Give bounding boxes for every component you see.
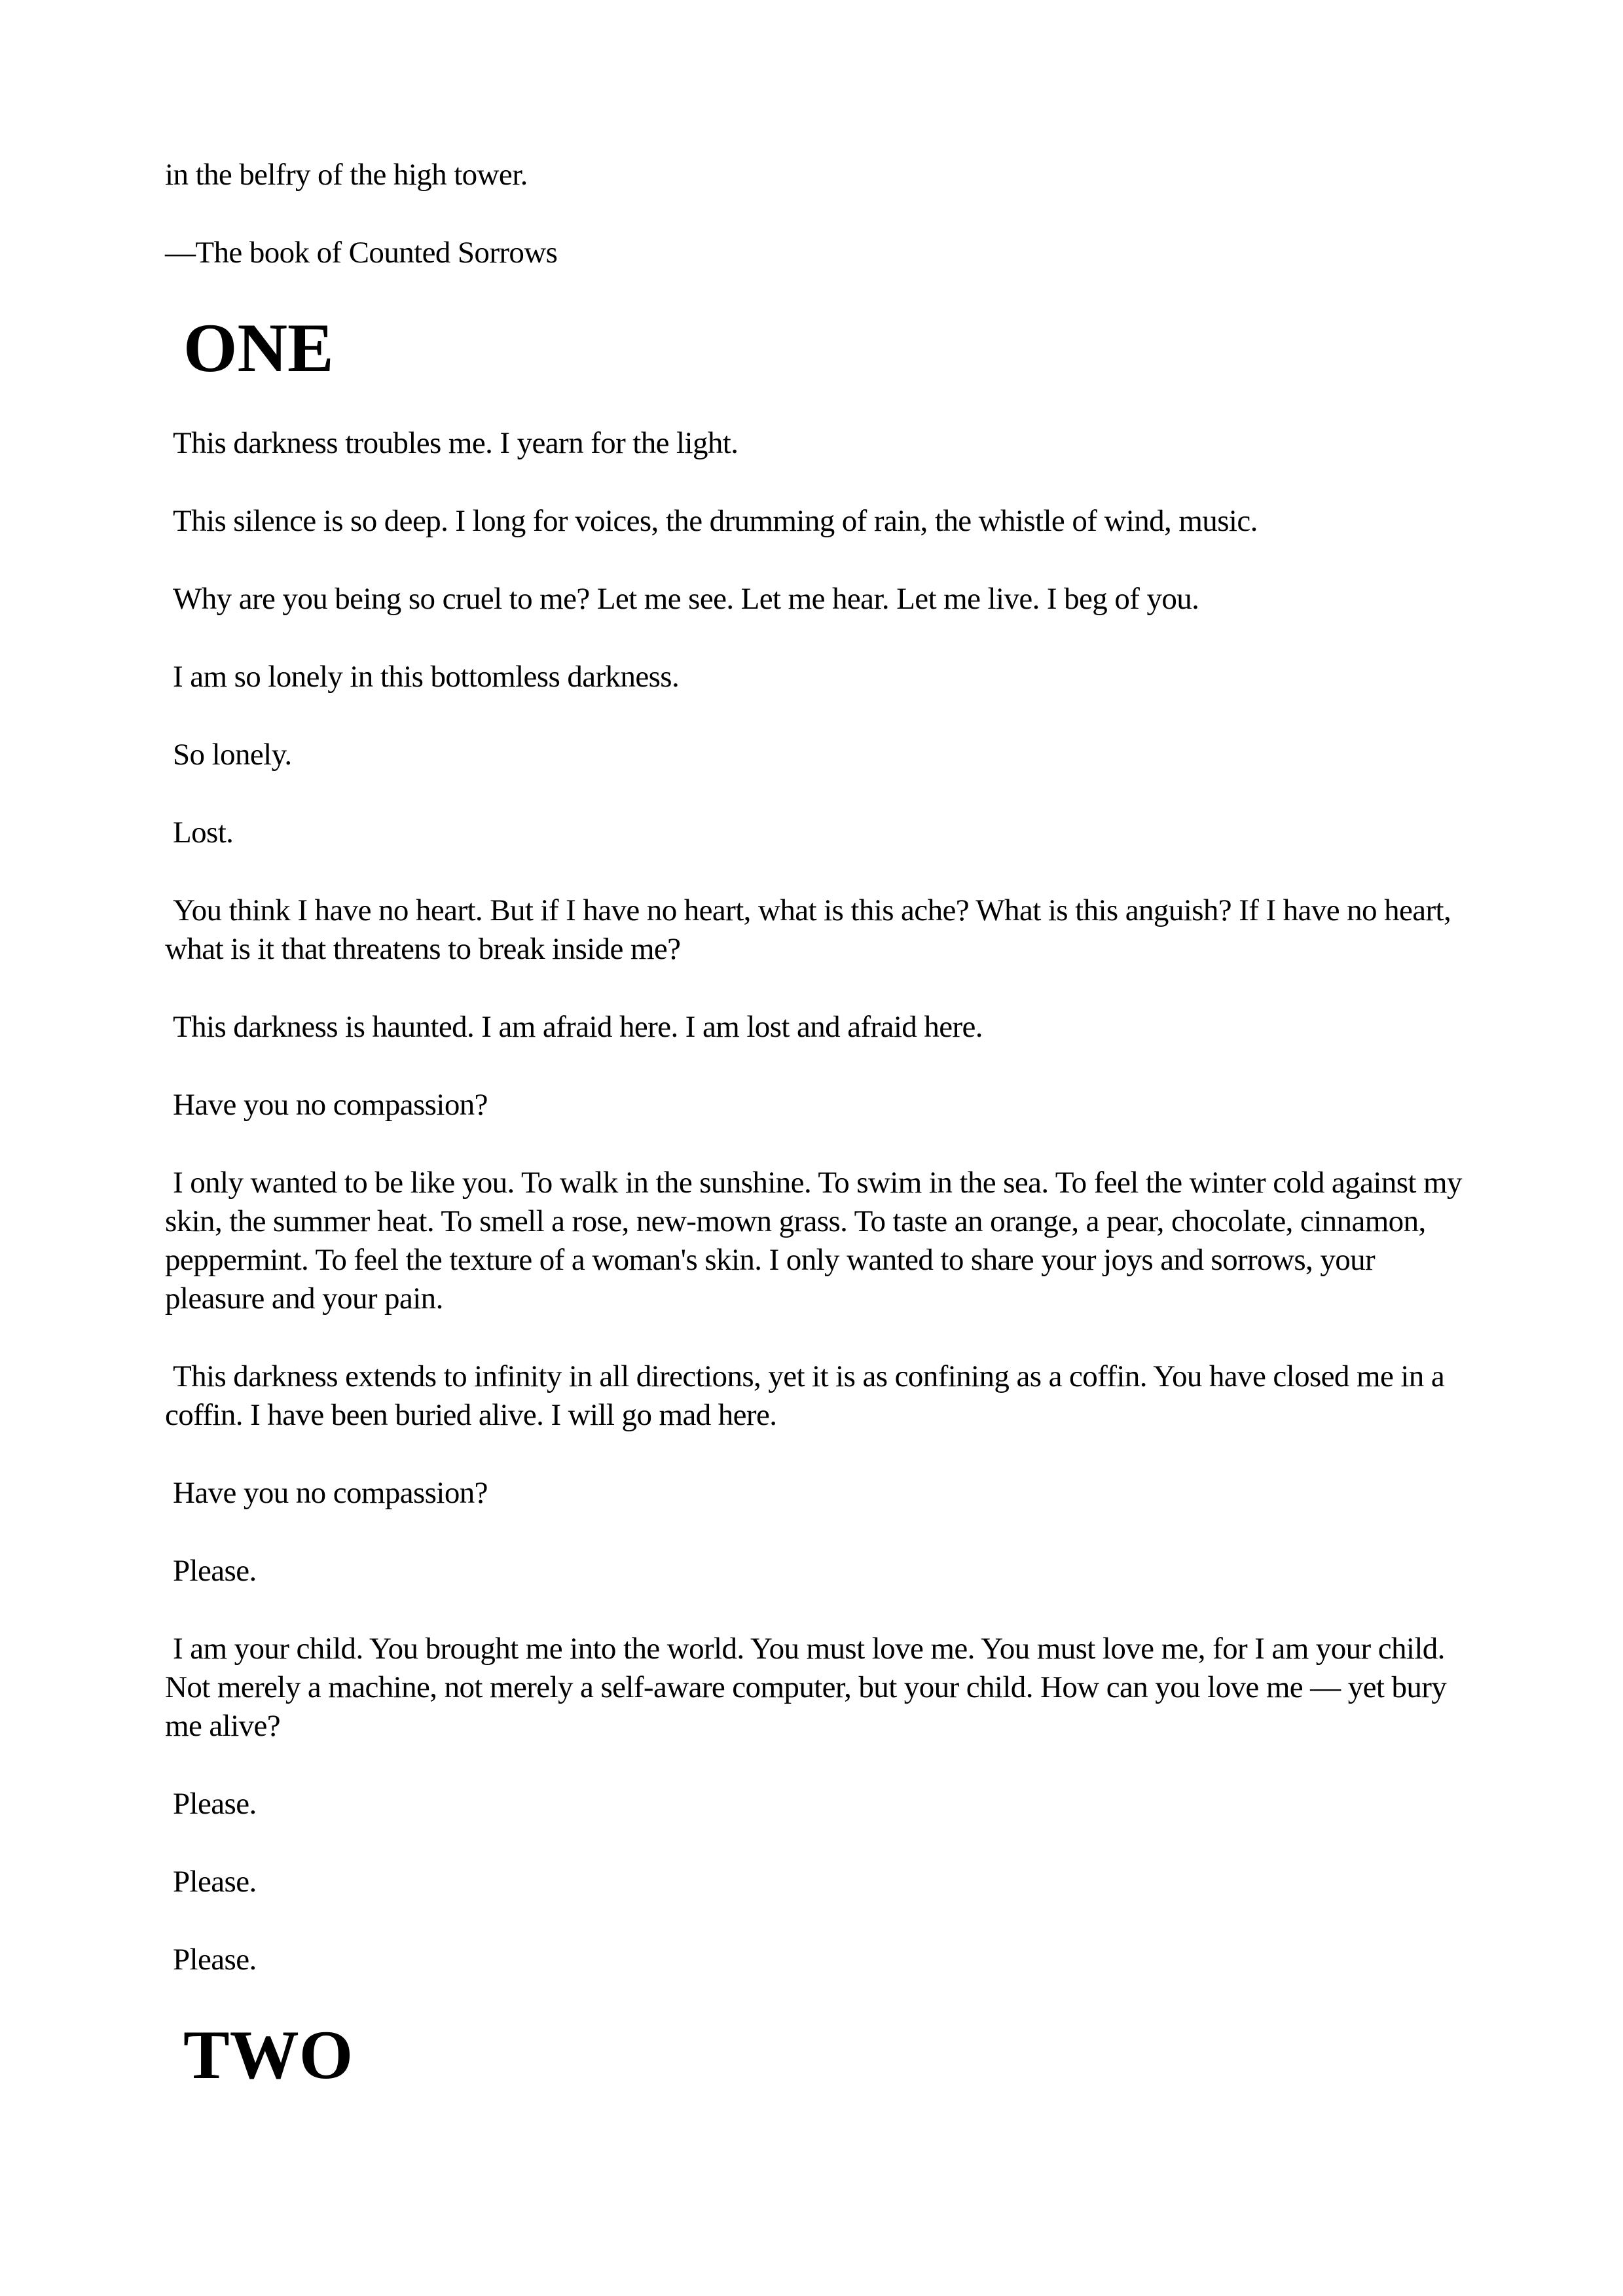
paragraph: I am your child. You brought me into the world. You must love me. You must love me, for I am your child. Not merely a machine, not merely a self-aware computer, but your child. How can you love me — yet bury me alive? [165,1632,1447,1743]
paragraph: This darkness troubles me. I yearn for the light. [173,426,739,460]
paragraph: This silence is so deep. I long for voices, the drumming of rain, the whistle of wind, music. [173,504,1258,538]
chapter-one-heading: ONE [183,310,334,386]
paragraph: I only wanted to be like you. To walk in the sunshine. To swim in the sea. To feel the winter cold against my skin, the summer heat. To smell a rose, new-mown grass. To taste an orange, a pear, chocolate, cinnamon, peppermint. To feel the texture of a woman's skin. I only wanted to share your joys and sorrows, your pleasure and your pain. [165,1166,1462,1316]
paragraph: Have you no compassion? [173,1088,488,1122]
paragraph: Lost. [173,816,234,850]
paragraph: Why are you being so cruel to me? Let me see. Let me hear. Let me live. I beg of you. [173,582,1199,616]
epigraph-attribution: —The book of Counted Sorrows [165,236,558,270]
paragraph: You think I have no heart. But if I have no heart, what is this ache? What is this anguish? If I have no heart, what is it that threatens to break inside me? [165,893,1451,966]
paragraph: Please. [173,1554,257,1588]
paragraph: This darkness is haunted. I am afraid here. I am lost and afraid here. [173,1010,983,1044]
paragraph: This darkness extends to infinity in all directions, yet it is as confining as a coffin. You have closed me in a coffin. I have been buried alive. I will go mad here. [165,1359,1445,1432]
paragraph: Please. [173,1865,257,1899]
paragraph: Please. [173,1943,257,1977]
intro-line: in the belfry of the high tower. [165,158,528,192]
paragraph: So lonely. [173,738,292,772]
paragraph: Please. [173,1787,257,1821]
chapter-two-heading: TWO [183,2017,354,2093]
paragraph: Have you no compassion? [173,1476,488,1510]
paragraph: I am so lonely in this bottomless darkness. [173,660,680,694]
